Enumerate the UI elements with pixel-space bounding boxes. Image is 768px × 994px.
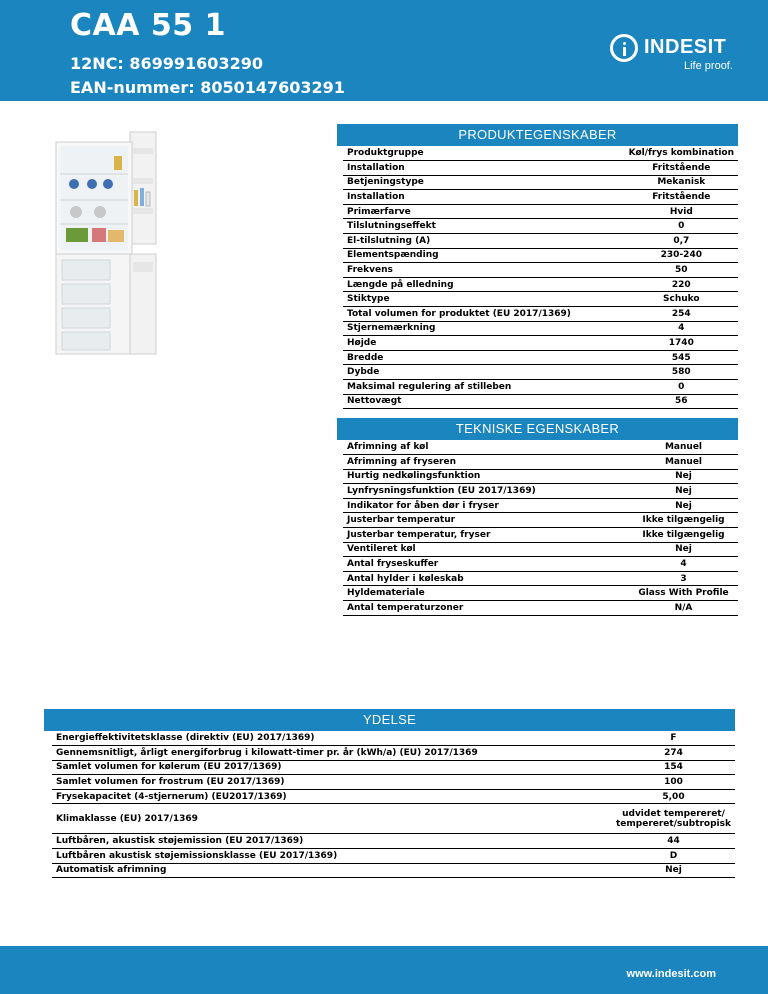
spec-label: El-tilslutning (A) xyxy=(343,234,625,249)
spec-label: Elementspænding xyxy=(343,248,625,263)
spec-value: 56 xyxy=(625,394,738,409)
table-row xyxy=(343,440,738,455)
spec-label: Justerbar temperatur xyxy=(343,513,629,528)
spec-value: 220 xyxy=(625,277,738,292)
website-link[interactable]: www.indesit.com xyxy=(626,968,716,980)
table-row xyxy=(343,175,738,190)
spec-value: 0,7 xyxy=(625,234,738,249)
spec-label: Tilslutningseffekt xyxy=(343,219,625,234)
logo-i-icon xyxy=(610,34,638,62)
spec-label: Samlet volumen for kølerum (EU 2017/1369) xyxy=(52,760,612,775)
spec-value: 1740 xyxy=(625,336,738,351)
spec-label: Indikator for åben dør i fryser xyxy=(343,498,629,513)
table-row xyxy=(343,394,738,409)
spec-value: Nej xyxy=(629,484,738,499)
product-title: CAA 55 1 xyxy=(70,8,226,43)
spec-value: Fritstående xyxy=(625,190,738,205)
spec-value: Køl/frys kombination xyxy=(625,146,738,161)
spec-value: 0 xyxy=(625,380,738,395)
spec-value: D xyxy=(612,849,735,864)
spec-label: Ventileret køl xyxy=(343,542,629,557)
spec-label: Betjeningstype xyxy=(343,175,625,190)
spec-label: Dybde xyxy=(343,365,625,380)
spec-value: N/A xyxy=(629,601,738,616)
spec-label: Antal hylder i køleskab xyxy=(343,571,629,586)
spec-value: Schuko xyxy=(625,292,738,307)
spec-label: Lynfrysningsfunktion (EU 2017/1369) xyxy=(343,484,629,499)
table-row xyxy=(52,789,735,804)
spec-label: Klimaklasse (EU) 2017/1369 xyxy=(52,804,612,834)
table-row xyxy=(343,161,738,176)
logo-tagline: Life proof. xyxy=(684,60,733,72)
technical-properties-table xyxy=(343,440,738,616)
spec-label: Bredde xyxy=(343,350,625,365)
spec-label: Primærfarve xyxy=(343,204,625,219)
table-row xyxy=(343,292,738,307)
section-header-performance: YDELSE xyxy=(44,709,735,731)
spec-value: 230-240 xyxy=(625,248,738,263)
table-row xyxy=(343,219,738,234)
spec-value: 5,00 xyxy=(612,789,735,804)
spec-label: Hyldemateriale xyxy=(343,586,629,601)
spec-label: Nettovægt xyxy=(343,394,625,409)
spec-value: Nej xyxy=(612,863,735,878)
table-row xyxy=(343,586,738,601)
table-row xyxy=(52,849,735,864)
spec-label: Justerbar temperatur, fryser xyxy=(343,528,629,543)
performance-table xyxy=(52,731,735,878)
table-row xyxy=(52,760,735,775)
table-row xyxy=(343,234,738,249)
spec-label: Produktgruppe xyxy=(343,146,625,161)
spec-value xyxy=(612,804,735,834)
nc-line xyxy=(70,54,263,73)
table-row xyxy=(52,834,735,849)
spec-value: Nej xyxy=(629,542,738,557)
header-banner xyxy=(0,0,768,101)
table-row xyxy=(343,365,738,380)
spec-label: Stiktype xyxy=(343,292,625,307)
spec-value: Ikke tilgængelig xyxy=(629,513,738,528)
table-row xyxy=(343,204,738,219)
table-row xyxy=(343,277,738,292)
spec-label: Energieffektivitetsklasse (direktiv (EU) 2017/1369) xyxy=(52,731,612,746)
section-header-technical-properties: TEKNISKE EGENSKABER xyxy=(337,418,738,440)
table-row xyxy=(343,528,738,543)
spec-value: Ikke tilgængelig xyxy=(629,528,738,543)
table-row xyxy=(343,513,738,528)
footer-banner xyxy=(0,946,768,994)
table-row xyxy=(52,746,735,761)
spec-value: Fritstående xyxy=(625,161,738,176)
table-row xyxy=(343,557,738,572)
spec-label: Luftbåren akustisk støjemissionsklasse (EU 2017/1369) xyxy=(52,849,612,864)
table-row xyxy=(343,601,738,616)
product-image xyxy=(42,128,170,384)
table-row xyxy=(343,350,738,365)
table-row xyxy=(343,146,738,161)
ean-value: : 8050147603291 xyxy=(188,78,345,97)
table-row xyxy=(343,190,738,205)
spec-label: Frekvens xyxy=(343,263,625,278)
spec-value: Glass With Profile xyxy=(629,586,738,601)
spec-value: 4 xyxy=(629,557,738,572)
spec-value-line: udvidet tempereret/ xyxy=(622,808,725,819)
spec-value: 254 xyxy=(625,307,738,322)
spec-label: Afrimning af fryseren xyxy=(343,455,629,470)
table-row xyxy=(52,775,735,790)
spec-value: 100 xyxy=(612,775,735,790)
spec-value: 274 xyxy=(612,746,735,761)
ean-line xyxy=(70,78,345,97)
table-row xyxy=(343,380,738,395)
spec-label: Installation xyxy=(343,190,625,205)
spec-label: Luftbåren, akustisk støjemission (EU 2017/1369) xyxy=(52,834,612,849)
table-row xyxy=(343,498,738,513)
table-row xyxy=(343,248,738,263)
spec-label: Maksimal regulering af stilleben xyxy=(343,380,625,395)
nc-label: 12NC xyxy=(70,54,118,73)
table-row xyxy=(343,455,738,470)
spec-label: Hurtig nedkølingsfunktion xyxy=(343,469,629,484)
spec-value: Nej xyxy=(629,498,738,513)
ean-label: EAN-nummer xyxy=(70,78,189,97)
table-row xyxy=(343,321,738,336)
product-properties-table xyxy=(343,146,738,409)
spec-value: 3 xyxy=(629,571,738,586)
table-row xyxy=(343,571,738,586)
spec-value-line: tempereret/subtropisk xyxy=(615,818,731,829)
table-row xyxy=(52,804,735,834)
table-row xyxy=(343,307,738,322)
spec-value: 4 xyxy=(625,321,738,336)
table-row xyxy=(343,263,738,278)
spec-value: 44 xyxy=(612,834,735,849)
spec-label: Antal temperaturzoner xyxy=(343,601,629,616)
spec-value: F xyxy=(612,731,735,746)
spec-label: Samlet volumen for frostrum (EU 2017/1369) xyxy=(52,775,612,790)
spec-label: Installation xyxy=(343,161,625,176)
table-row xyxy=(343,542,738,557)
spec-value: Manuel xyxy=(629,440,738,455)
spec-label: Frysekapacitet (4-stjernerum) (EU2017/1369) xyxy=(52,789,612,804)
spec-label: Gennemsnitligt, årligt energiforbrug i kilowatt-timer pr. år (kWh/a) (EU) 2017/1369 xyxy=(52,746,612,761)
spec-value: Nej xyxy=(629,469,738,484)
spec-value: 580 xyxy=(625,365,738,380)
section-header-product-properties: PRODUKTEGENSKABER xyxy=(337,124,738,146)
spec-value: 545 xyxy=(625,350,738,365)
spec-value: 154 xyxy=(612,760,735,775)
spec-label: Antal fryseskuffer xyxy=(343,557,629,572)
table-row xyxy=(343,484,738,499)
spec-value: Manuel xyxy=(629,455,738,470)
spec-label: Stjernemærkning xyxy=(343,321,625,336)
nc-value: : 869991603290 xyxy=(117,54,263,73)
spec-value: 50 xyxy=(625,263,738,278)
logo-wordmark: INDESIT xyxy=(644,36,727,58)
spec-label: Længde på elledning xyxy=(343,277,625,292)
table-row xyxy=(52,863,735,878)
spec-value: Mekanisk xyxy=(625,175,738,190)
spec-label: Afrimning af køl xyxy=(343,440,629,455)
table-row xyxy=(52,731,735,746)
spec-value: Hvid xyxy=(625,204,738,219)
spec-label: Højde xyxy=(343,336,625,351)
spec-label: Automatisk afrimning xyxy=(52,863,612,878)
spec-value: 0 xyxy=(625,219,738,234)
table-row xyxy=(343,469,738,484)
table-row xyxy=(343,336,738,351)
brand-logo xyxy=(606,30,746,80)
spec-label: Total volumen for produktet (EU 2017/1369) xyxy=(343,307,625,322)
